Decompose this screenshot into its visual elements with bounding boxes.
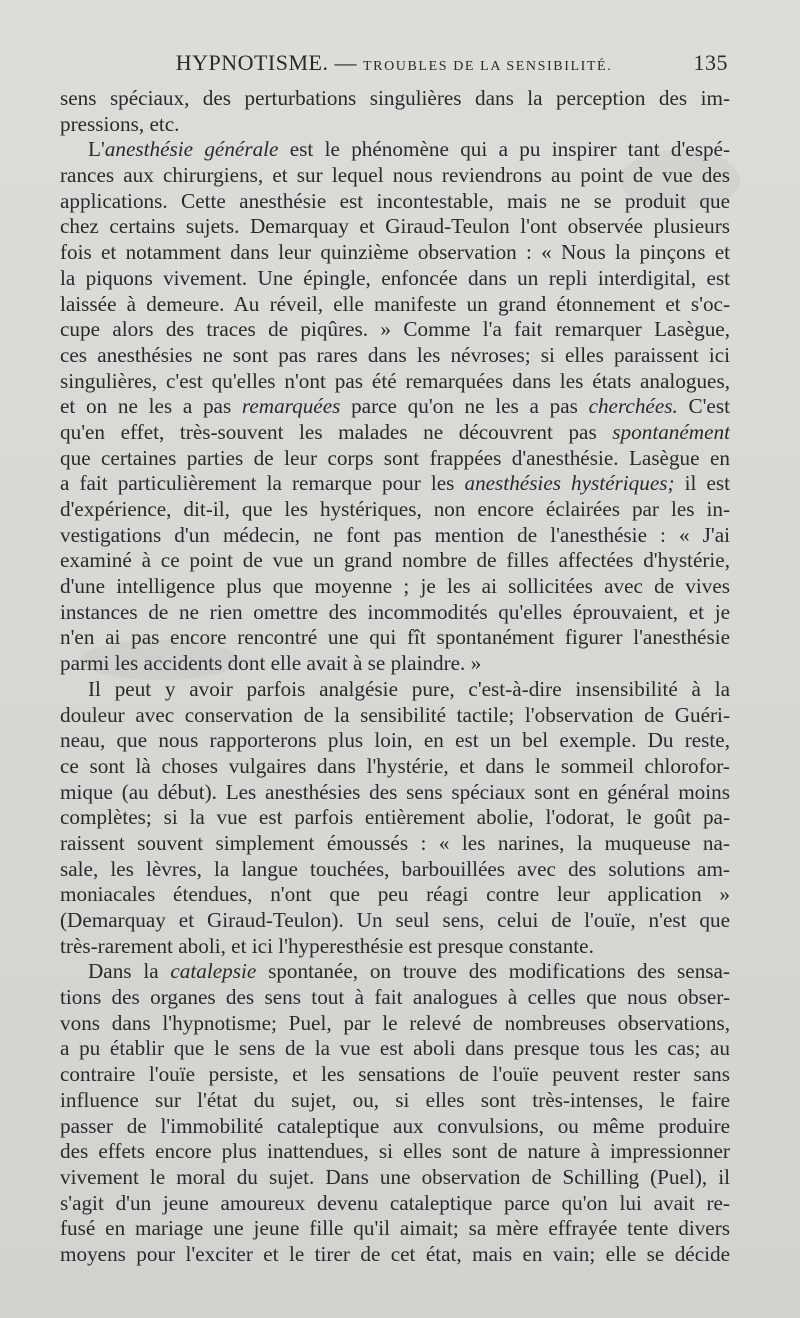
text-run: Dans la (88, 959, 171, 984)
text-line (60, 266, 730, 292)
text-line (60, 908, 730, 934)
text-run: qu'en effet, très-souvent les malades ne découvrent pas (60, 419, 613, 444)
text-line (60, 1216, 730, 1242)
text-run: moyens pour l'exciter et le tirer de cet état, mais en vain; elle se décide (60, 1241, 730, 1266)
text-run: rances aux chirurgiens, et sur lequel nous reviendrons au point de vue des (60, 163, 730, 188)
italic-text: remarquées (241, 394, 341, 419)
text-line (60, 677, 730, 703)
italic-text: anesthésies hystériques; (464, 471, 675, 496)
text-run: Il peut y avoir parfois analgésie pure, c'est-à-dire insensibilité à la (88, 676, 730, 701)
text-run: fusé en mariage une jeune fille qu'il aimait; sa mère effrayée tente divers (60, 1216, 730, 1241)
text-run: sens spéciaux, des perturbations singulières dans la perception des im- (60, 86, 730, 110)
text-run: applications. Cette anesthésie est incontestable, mais ne se produit que (60, 188, 730, 213)
text-run: et on ne les a pas (60, 394, 242, 419)
text-run: moniacales étendues, n'ont que peu réagi contre leur application » (60, 882, 730, 907)
text-run: s'agit d'un jeune amoureux devenu cataleptique parce qu'on lui avait re- (60, 1190, 730, 1215)
text-line (60, 780, 730, 806)
text-run: d'une intelligence plus que moyenne ; je les ai sollicitées avec de vives (60, 574, 730, 599)
text-run: douleur avec conservation de la sensibilité tactile; l'observation de Guéri- (60, 702, 730, 727)
text-line (60, 292, 730, 318)
text-run: parce qu'on ne les a pas (340, 394, 589, 419)
text-run: ces anesthésies ne sont pas rares dans les névroses; si elles paraissent ici (60, 342, 730, 367)
italic-text: anesthésie générale (104, 137, 279, 162)
text-line (60, 600, 730, 626)
text-run: (Demarquay et Giraud-Teulon). Un seul sens, celui de l'ouïe, n'est que (60, 908, 730, 932)
text-line (60, 523, 730, 549)
text-line (60, 625, 730, 651)
text-line (60, 1139, 730, 1165)
text-line (60, 703, 730, 729)
text-line (60, 112, 730, 138)
text-run: sale, les lèvres, la langue touchées, barbouillées avec des solutions am- (60, 856, 730, 881)
text-run: singulières, c'est qu'elles n'ont pas été remarquées dans les états analogues, (60, 368, 730, 393)
text-run: mique (au début). Les anesthésies des sens spéciaux sont en général moins (60, 779, 730, 804)
text-line (60, 420, 730, 446)
text-line (60, 317, 730, 343)
text-run: cupe alors des traces de piqûres. » Comme l'a fait remarquer Lasègue, (60, 317, 730, 342)
running-header (60, 50, 728, 80)
text-run: a pu établir que le sens de la vue est aboli dans presque tous les cas; au (60, 1036, 730, 1061)
text-line (60, 1088, 730, 1114)
running-title-main: HYPNOTISME. (175, 50, 329, 75)
text-run: la piquons vivement. Une épingle, enfoncée dans un repli interdigital, est (60, 265, 730, 290)
text-run: d'expérience, dit-il, que les hystériques, non encore éclairées par les in- (60, 497, 730, 521)
text-line (60, 934, 730, 960)
text-run: fois et notamment dans leur quinzième observation : « Nous la pinçons et (60, 240, 730, 265)
text-run: ce sont là choses vulgaires dans l'hystérie, et dans le sommeil chlorofor- (60, 753, 730, 778)
text-line (60, 137, 730, 163)
text-run: raissent souvent simplement émoussés : « les narines, la muqueuse na- (60, 830, 730, 855)
italic-text: catalepsie (170, 959, 257, 984)
text-line (60, 651, 730, 677)
running-title (60, 50, 728, 76)
text-line (60, 1165, 730, 1191)
text-run: instances de ne rien omettre des incommodités qu'elles éprouvaient, et je (60, 599, 730, 624)
text-run: chez certains sujets. Demarquay et Giraud-Teulon l'ont observée plusieurs (60, 214, 730, 239)
body-text (60, 86, 730, 1268)
text-line (60, 446, 730, 472)
text-line (60, 189, 730, 215)
text-line (60, 1191, 730, 1217)
text-line (60, 754, 730, 780)
text-run: très-rarement aboli, et ici l'hyperesthésie est presque constante. (60, 933, 594, 958)
text-line (60, 1114, 730, 1140)
italic-text: spontanément (612, 419, 730, 444)
italic-text: cherchées. (588, 394, 678, 419)
text-line (60, 882, 730, 908)
text-run: tions des organes des sens tout à fait analogues à celles que nous obser- (60, 985, 730, 1010)
text-line (60, 728, 730, 754)
text-run: que certaines parties de leur corps sont frappées d'anesthésie. Lasègue en (60, 445, 730, 470)
text-run: complètes; si la vue est parfois entièrement abolie, l'odorat, le goût pa- (60, 805, 730, 830)
text-line (60, 1011, 730, 1037)
text-line (60, 1036, 730, 1062)
text-line (60, 574, 730, 600)
text-run: influence sur l'état du sujet, ou, si elles sont très-intenses, le faire (60, 1087, 730, 1112)
page-number: 135 (693, 50, 728, 75)
text-run: C'est (677, 394, 730, 419)
text-run: spontanée, on trouve des modifications des sensa- (256, 959, 730, 984)
text-run: a fait particulièrement la remarque pour les (60, 471, 465, 496)
text-line (60, 959, 730, 985)
text-line (60, 1242, 730, 1268)
text-line (60, 471, 730, 497)
text-run: examiné à ce point de vue un grand nombre de filles affectées d'hystérie, (60, 548, 730, 573)
text-run: vons dans l'hypnotisme; Puel, par le relevé de nombreuses observations, (60, 1010, 730, 1035)
text-line (60, 857, 730, 883)
text-run: est le phénomène qui a pu inspirer tant d'espé- (278, 137, 730, 162)
text-line (60, 163, 730, 189)
text-run: pressions, etc. (60, 111, 180, 136)
text-line (60, 497, 730, 523)
text-line (60, 985, 730, 1011)
text-line (60, 86, 730, 112)
text-run: il est (674, 471, 730, 496)
text-run: vivement le moral du sujet. Dans une observation de Schilling (Puel), il (60, 1164, 730, 1189)
text-line (60, 240, 730, 266)
text-run: laissée à demeure. Au réveil, elle manifeste un grand étonnement et s'oc- (60, 291, 730, 316)
text-run: n'en ai pas encore rencontré une qui fît spontanément figurer l'anesthésie (60, 625, 730, 650)
running-title-separator: — (334, 50, 357, 75)
text-run: L' (88, 137, 105, 162)
text-run: vestigations d'un médecin, ne font pas mention de l'anesthésie : « J'ai (60, 522, 730, 547)
text-run: parmi les accidents dont elle avait à se plaindre. » (60, 651, 482, 676)
text-line (60, 394, 730, 420)
running-title-sub: TROUBLES DE LA SENSIBILITÉ. (362, 59, 613, 74)
text-line (60, 343, 730, 369)
text-run: des effets encore plus inattendues, si elles sont de nature à impressionner (60, 1139, 730, 1164)
text-run: contraire l'ouïe persiste, et les sensations de l'ouïe peuvent rester sans (60, 1062, 730, 1087)
text-line (60, 369, 730, 395)
text-line (60, 548, 730, 574)
text-run: passer de l'immobilité cataleptique aux convulsions, ou même produire (60, 1113, 730, 1138)
text-run: neau, que nous rapporterons plus loin, en est un bel exemple. Du reste, (60, 728, 730, 753)
text-line (60, 805, 730, 831)
text-line (60, 214, 730, 240)
text-line (60, 1062, 730, 1088)
text-line (60, 831, 730, 857)
